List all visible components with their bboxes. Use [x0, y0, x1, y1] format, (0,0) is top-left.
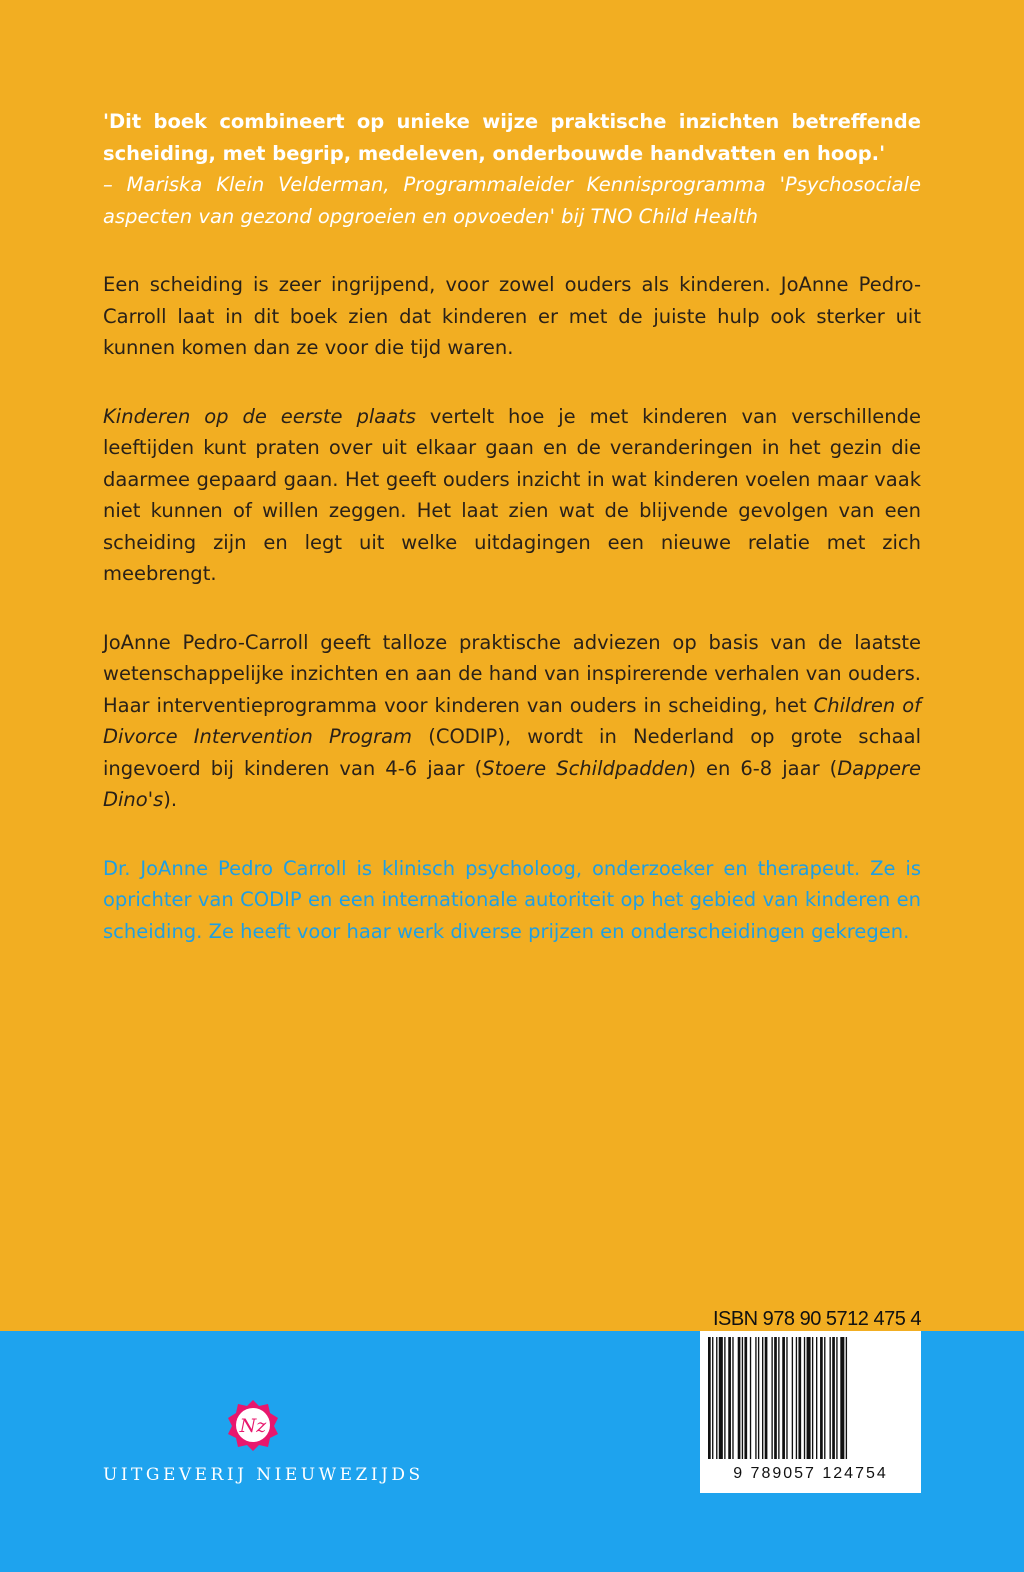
barcode-bar [732, 1337, 733, 1459]
barcode-bar [719, 1337, 723, 1459]
barcode-bar [846, 1337, 847, 1459]
publisher-name: UITGEVERIJ NIEUWEZIJDS [103, 1465, 424, 1485]
barcode-bar [744, 1337, 747, 1459]
isbn-label: ISBN 978 90 5712 475 4 [712, 1308, 921, 1330]
barcode-bar [712, 1337, 713, 1459]
barcode-bar [807, 1337, 811, 1459]
group-name-2: Dappere Dino's [103, 756, 921, 811]
barcode-bar [750, 1337, 751, 1459]
intro-paragraph: Een scheiding is zeer ingrijpend, voor zowel ouders als kinderen. JoAnne Pedro-Carroll laat in dit boek zien dat kinderen er met de juiste hulp ook sterker uit kunnen komen dan ze voor die tijd waren. [103, 273, 921, 359]
endorsement-source: – Mariska Klein Velderman, Programmaleider Kennisprogramma 'Psychosociale aspecten van gezond opgroeien en opvoeden' bij TNO Child Health [103, 173, 921, 228]
program-paragraph [103, 627, 921, 816]
author-bio: Dr. JoAnne Pedro Carroll is klinisch psycholoog, onderzoeker en therapeut. Ze is oprichter van CODIP en een internationale autoriteit op het gebied van kinderen en scheiding. Ze heeft voor haar werk diverse prijzen en onderscheidingen gekregen. [103, 856, 921, 943]
barcode-bar [798, 1337, 801, 1459]
barcode-bar [774, 1337, 777, 1459]
barcode-bar [786, 1337, 787, 1459]
barcode-bars [708, 1337, 913, 1459]
barcode-bar [778, 1337, 779, 1459]
barcode-bar [840, 1337, 844, 1459]
barcode-bar [782, 1337, 785, 1459]
barcode-bar [765, 1337, 768, 1459]
program-text-2: (CODIP), wordt in Nederland op grote schaal ingevoerd bij kinderen van 4-6 jaar ( [103, 725, 921, 780]
barcode-bar [836, 1337, 837, 1459]
barcode [700, 1331, 921, 1493]
logo-monogram: Nz [239, 1415, 267, 1437]
nz-monogram-icon [226, 1398, 280, 1452]
barcode-bar [758, 1337, 759, 1459]
barcode-bar [812, 1337, 813, 1459]
barcode-bar [816, 1337, 817, 1459]
barcode-bar [755, 1337, 756, 1459]
barcode-bar [762, 1337, 763, 1459]
barcode-bar [804, 1337, 805, 1459]
endorsement-quote: 'Dit boek combineert op unieke wijze praktische inzichten betreffende scheiding, met begrip, medeleven, onderbouwde handvatten en hoop.' [103, 110, 921, 165]
barcode-bar [728, 1337, 731, 1459]
barcode-bar [820, 1337, 823, 1459]
summary-text: vertelt hoe je met kinderen van verschillende leeftijden kunt praten over uit elkaar gaan en de veranderingen in het gezin die daarmee gepaard gaan. Het geeft ouders inzicht in wat kinderen voelen maar vaak niet kunnen of willen zeggen. Het laat zien wat de blijvende gevolgen van een scheiding zijn en legt uit welke uitdagingen een nieuwe relatie met zich meebrengt. [103, 404, 921, 585]
program-text-1: JoAnne Pedro-Carroll geeft talloze praktische adviezen op basis van de laatste wetenschappelijke inzichten en aan de hand van inspirerende verhalen van ouders. Haar interventieprogramma voor kinderen van ouders in scheiding, het [103, 630, 921, 717]
ean-number: 9 789057 124754 [733, 1465, 888, 1482]
program-text-4: ). [163, 788, 178, 811]
blurb [103, 106, 921, 947]
group-name-1: Stoere Schildpadden [482, 756, 689, 780]
program-name: Children of Divorce Intervention Program [103, 693, 921, 748]
program-text-3: ) en 6-8 jaar ( [688, 756, 838, 780]
book-title: Kinderen op de eerste plaats [103, 404, 416, 428]
barcode-bar [832, 1337, 835, 1459]
barcode-bar [796, 1337, 797, 1459]
barcode-bar [771, 1337, 772, 1459]
barcode-bar [792, 1337, 793, 1459]
summary-paragraph [103, 401, 921, 590]
barcode-bar [824, 1337, 825, 1459]
barcode-bar [708, 1337, 711, 1459]
barcode-bar [738, 1337, 741, 1459]
barcode-bar [716, 1337, 717, 1459]
barcode-bar [830, 1337, 831, 1459]
barcode-bar [742, 1337, 743, 1459]
barcode-bar [724, 1337, 725, 1459]
